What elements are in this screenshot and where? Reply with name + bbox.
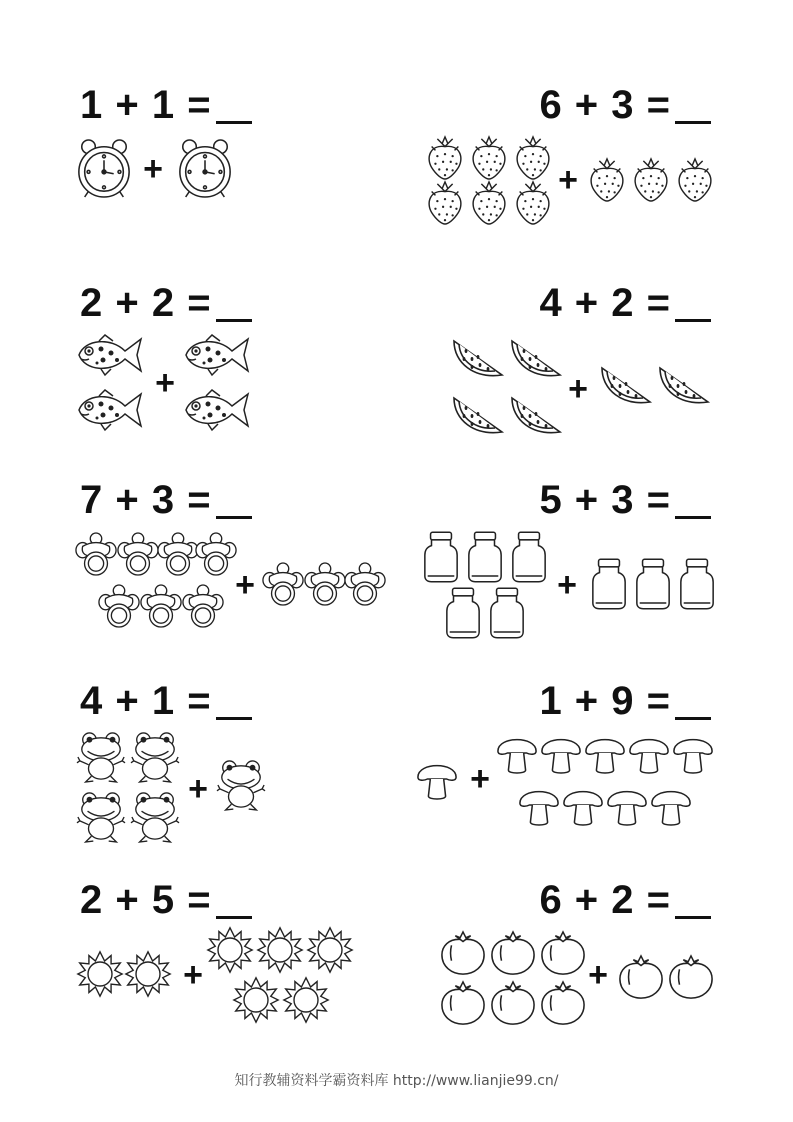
watermelon-slice-icon bbox=[508, 390, 564, 438]
frog-icon bbox=[76, 790, 126, 844]
tomato-icon bbox=[440, 980, 486, 1026]
strawberry-icon bbox=[512, 135, 554, 181]
pacifier-icon bbox=[117, 530, 159, 578]
fish-icon bbox=[182, 333, 252, 377]
strawberry-icon bbox=[468, 180, 510, 226]
sun-icon bbox=[76, 950, 124, 998]
jar-icon bbox=[466, 530, 504, 584]
alarm-clock-icon bbox=[176, 136, 234, 200]
jar-icon bbox=[488, 586, 526, 640]
mushroom-icon bbox=[628, 730, 670, 776]
frog-icon bbox=[76, 730, 126, 784]
frog-icon bbox=[216, 758, 266, 812]
answer-blank[interactable] bbox=[675, 285, 711, 322]
watermelon-slice-icon bbox=[656, 360, 712, 408]
mushroom-icon bbox=[584, 730, 626, 776]
jar-icon bbox=[634, 557, 672, 611]
answer-blank[interactable] bbox=[216, 285, 252, 322]
tomato-icon bbox=[618, 954, 664, 1000]
pacifier-icon bbox=[195, 530, 237, 578]
watermelon-slice-icon bbox=[508, 333, 564, 381]
plus-sign: + bbox=[183, 956, 203, 994]
equation-9: 2 + 5 = bbox=[80, 870, 252, 930]
answer-blank[interactable] bbox=[675, 482, 711, 519]
pacifier-icon bbox=[157, 530, 199, 578]
jar-icon bbox=[444, 586, 482, 640]
answer-blank[interactable] bbox=[216, 87, 252, 124]
pacifier-icon bbox=[304, 560, 346, 608]
mushroom-icon bbox=[496, 730, 538, 776]
tomato-icon bbox=[540, 980, 586, 1026]
pacifier-icon bbox=[262, 560, 304, 608]
equation-5: 7 + 3 = bbox=[80, 470, 252, 530]
answer-blank[interactable] bbox=[216, 882, 252, 919]
plus-sign: + bbox=[588, 956, 608, 994]
strawberry-icon bbox=[424, 180, 466, 226]
answer-blank[interactable] bbox=[216, 482, 252, 519]
answer-blank[interactable] bbox=[675, 882, 711, 919]
answer-blank[interactable] bbox=[675, 683, 711, 720]
frog-icon bbox=[130, 790, 180, 844]
jar-icon bbox=[510, 530, 548, 584]
alarm-clock-icon bbox=[75, 136, 133, 200]
watermelon-slice-icon bbox=[598, 360, 654, 408]
strawberry-icon bbox=[586, 157, 628, 203]
tomato-icon bbox=[490, 930, 536, 976]
tomato-icon bbox=[490, 980, 536, 1026]
plus-sign: + bbox=[155, 364, 175, 402]
watermelon-slice-icon bbox=[450, 390, 506, 438]
plus-sign: + bbox=[557, 566, 577, 604]
strawberry-icon bbox=[468, 135, 510, 181]
sun-icon bbox=[206, 926, 254, 974]
jar-icon bbox=[422, 530, 460, 584]
mushroom-icon bbox=[606, 782, 648, 828]
tomato-icon bbox=[540, 930, 586, 976]
equation-8: 1 + 9 = bbox=[539, 671, 711, 731]
equation-1: 1 + 1 = bbox=[80, 75, 252, 135]
jar-icon bbox=[678, 557, 716, 611]
sun-icon bbox=[232, 976, 280, 1024]
fish-icon bbox=[75, 333, 145, 377]
sun-icon bbox=[306, 926, 354, 974]
equation-2: 6 + 3 = bbox=[539, 75, 711, 135]
sun-icon bbox=[256, 926, 304, 974]
pacifier-icon bbox=[140, 582, 182, 630]
pacifier-icon bbox=[75, 530, 117, 578]
sun-icon bbox=[124, 950, 172, 998]
footer-watermark: 知行教辅资料学霸资料库 http://www.lianjie99.cn/ bbox=[234, 1073, 559, 1089]
equation-4: 4 + 2 = bbox=[539, 273, 711, 333]
plus-sign: + bbox=[143, 150, 163, 188]
mushroom-icon bbox=[650, 782, 692, 828]
fish-icon bbox=[75, 388, 145, 432]
pacifier-icon bbox=[344, 560, 386, 608]
equation-3: 2 + 2 = bbox=[80, 273, 252, 333]
pacifier-icon bbox=[182, 582, 224, 630]
jar-icon bbox=[590, 557, 628, 611]
tomato-icon bbox=[668, 954, 714, 1000]
mushroom-icon bbox=[562, 782, 604, 828]
strawberry-icon bbox=[424, 135, 466, 181]
strawberry-icon bbox=[630, 157, 672, 203]
tomato-icon bbox=[440, 930, 486, 976]
mushroom-icon bbox=[416, 756, 458, 802]
mushroom-icon bbox=[672, 730, 714, 776]
pacifier-icon bbox=[98, 582, 140, 630]
mushroom-icon bbox=[518, 782, 560, 828]
equation-6: 5 + 3 = bbox=[539, 470, 711, 530]
equation-7: 4 + 1 = bbox=[80, 671, 252, 731]
equation-10: 6 + 2 = bbox=[539, 870, 711, 930]
plus-sign: + bbox=[558, 161, 578, 199]
frog-icon bbox=[130, 730, 180, 784]
plus-sign: + bbox=[188, 770, 208, 808]
fish-icon bbox=[182, 388, 252, 432]
plus-sign: + bbox=[568, 370, 588, 408]
plus-sign: + bbox=[235, 566, 255, 604]
answer-blank[interactable] bbox=[216, 683, 252, 720]
plus-sign: + bbox=[470, 760, 490, 798]
mushroom-icon bbox=[540, 730, 582, 776]
strawberry-icon bbox=[512, 180, 554, 226]
strawberry-icon bbox=[674, 157, 716, 203]
sun-icon bbox=[282, 976, 330, 1024]
answer-blank[interactable] bbox=[675, 87, 711, 124]
watermelon-slice-icon bbox=[450, 333, 506, 381]
